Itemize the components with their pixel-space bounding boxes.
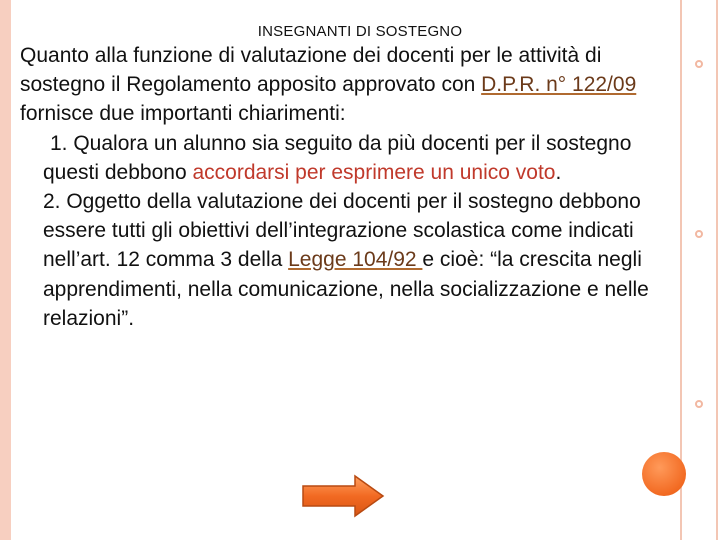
next-slide-button[interactable]: [301, 474, 385, 518]
left-decorative-bar: [0, 0, 11, 540]
slide-title: INSEGNANTI DI SOSTEGNO: [257, 23, 463, 40]
item1-text: 1. Qualora un alunno sia seguito da più docenti per il sostegno questi debbono: [43, 131, 632, 184]
ring-decoration: [695, 60, 703, 68]
dpr-link[interactable]: D.P.R. n° 122/09: [481, 73, 637, 97]
intro-text: Quanto alla funzione di valutazione dei docenti per le attività di sostegno il Regolamento apposito approvato con: [20, 44, 602, 97]
legge-link[interactable]: Legge 104/92: [288, 248, 423, 272]
intro-text-end: fornisce due importanti chiarimenti:: [20, 102, 346, 126]
item2-text-end: e cioè: “la crescita negli apprendimenti, nella comunicazione, nella socializzazione e nelle relazioni”.: [43, 248, 649, 330]
item2-text: 2. Oggetto della valutazione dei docenti per il sostegno debbono essere tutti gli obiettivi dell’integrazione scolastica come indicati nell’art. 12 comma 3 della: [43, 190, 641, 272]
orange-circle-icon: [642, 452, 686, 496]
intro-paragraph: [20, 41, 685, 129]
list-item-2: [20, 187, 685, 333]
ring-decoration: [695, 400, 703, 408]
ring-decoration: [695, 230, 703, 238]
item1-end: .: [555, 160, 562, 184]
right-arrow-icon: [301, 474, 385, 518]
item1-highlight: accordarsi per esprimere un unico voto: [192, 160, 556, 184]
right-decorative-border: [680, 0, 718, 540]
slide-body: [20, 41, 685, 333]
list-item-1: [20, 129, 685, 187]
